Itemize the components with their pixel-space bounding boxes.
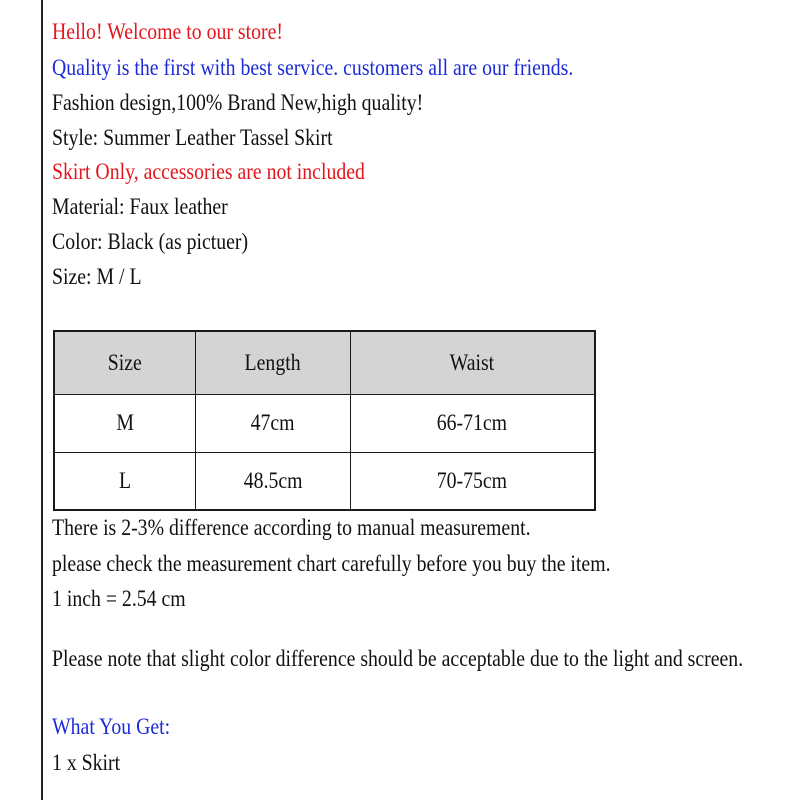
welcome-text: Hello! Welcome to our store! <box>52 19 283 44</box>
material-text: Material: Faux leather <box>52 194 228 219</box>
cell-size: L <box>54 452 195 510</box>
skirt-only-text: Skirt Only, accessories are not included <box>52 159 365 184</box>
inch-note: 1 inch = 2.54 cm <box>52 586 186 611</box>
fashion-text: Fashion design,100% Brand New,high quality! <box>52 90 424 115</box>
cell-waist: 66-71cm <box>350 394 595 452</box>
quality-text: Quality is the first with best service. customers all are our friends. <box>52 55 574 80</box>
difference-note: There is 2-3% difference according to manual measurement. <box>52 515 531 540</box>
header-length: Length <box>195 331 350 394</box>
cell-size: M <box>54 394 195 452</box>
table-row <box>54 452 595 510</box>
cell-length: 47cm <box>195 394 350 452</box>
table-row <box>54 394 595 452</box>
package-item: 1 x Skirt <box>52 750 121 775</box>
cell-waist: 70-75cm <box>350 452 595 510</box>
header-waist: Waist <box>350 331 595 394</box>
table-header-row <box>54 331 595 394</box>
what-you-get-title: What You Get: <box>52 714 171 739</box>
color-difference-note: Please note that slight color difference should be acceptable due to the light and screen. <box>52 646 744 671</box>
size-chart-table <box>53 330 596 511</box>
check-note: please check the measurement chart carefully before you buy the item. <box>52 551 611 576</box>
style-text: Style: Summer Leather Tassel Skirt <box>52 125 333 150</box>
color-text: Color: Black (as pictuer) <box>52 229 249 254</box>
cell-length: 48.5cm <box>195 452 350 510</box>
page-margin <box>0 0 41 800</box>
header-size: Size <box>54 331 195 394</box>
size-text: Size: M / L <box>52 264 142 289</box>
